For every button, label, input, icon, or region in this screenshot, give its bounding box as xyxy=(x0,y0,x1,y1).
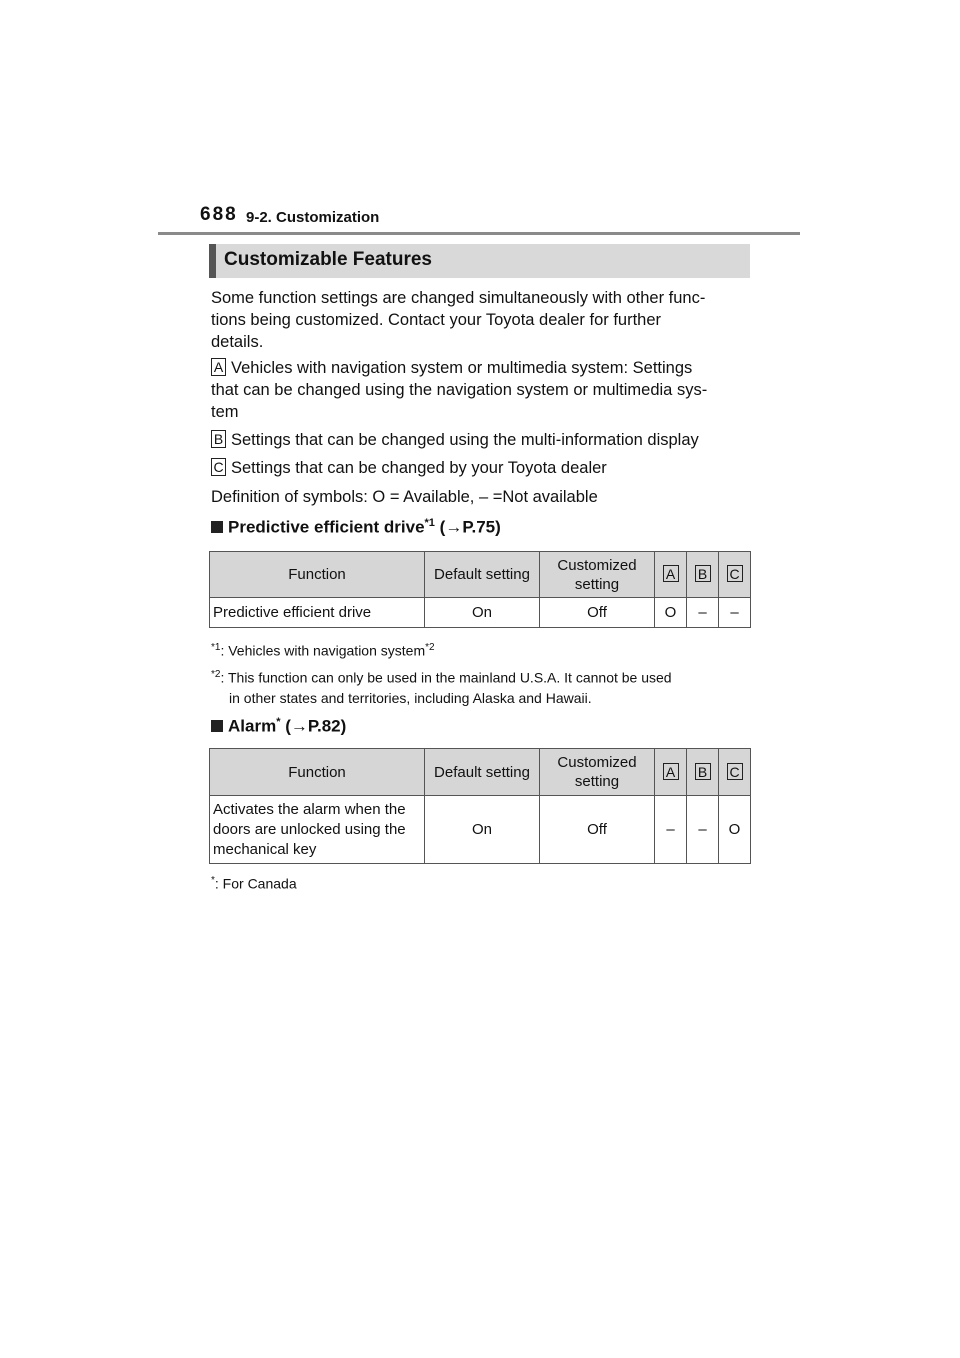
column-header-a: A xyxy=(655,749,687,796)
heading-footnote-mark: *1 xyxy=(424,517,435,529)
column-header-b: B xyxy=(687,552,719,598)
title-bar xyxy=(209,244,750,278)
legend-text: Vehicles with navigation system or multimedia system: Settings xyxy=(231,359,693,377)
table-cell: – xyxy=(719,598,751,628)
page-reference-link[interactable]: (→P.82) xyxy=(280,716,347,736)
column-header: Function xyxy=(210,749,425,796)
footnote-text: : For Canada xyxy=(214,875,297,892)
legend-text: that can be changed using the navigation system or multimedia sys- xyxy=(211,381,708,399)
table-cell: Activates the alarm when the doors are unlocked using the mechanical key xyxy=(210,796,425,864)
table-cell: – xyxy=(687,598,719,628)
section-heading xyxy=(211,716,346,737)
table-cell: O xyxy=(719,796,751,864)
legend-key-c: C xyxy=(211,458,226,476)
column-header-c: C xyxy=(719,552,751,598)
footnote-text: : Vehicles with navigation system xyxy=(220,642,426,659)
intro-line: details. xyxy=(211,333,264,351)
table-cell: On xyxy=(425,598,540,628)
footnote-mark: *1 xyxy=(211,642,221,653)
column-header-c: C xyxy=(719,749,751,796)
legend-key-a: A xyxy=(211,358,226,376)
heading-text: Alarm xyxy=(228,716,277,736)
page-header xyxy=(0,0,960,240)
table-cell: Off xyxy=(540,796,655,864)
column-header-b: B xyxy=(687,749,719,796)
table-header-row xyxy=(210,749,751,796)
heading-footnote-mark: * xyxy=(276,716,281,728)
legend-b xyxy=(211,429,751,451)
table-cell: On xyxy=(425,796,540,864)
intro-paragraph xyxy=(211,287,751,353)
table-row xyxy=(210,796,751,864)
page-title: Customizable Features xyxy=(224,249,432,270)
table-cell: O xyxy=(655,598,687,628)
footnote-mark: *2 xyxy=(425,642,435,653)
legend-text: tem xyxy=(211,403,239,421)
table-row xyxy=(210,598,751,628)
column-header: Customized setting xyxy=(540,552,655,598)
heading-text: Predictive efficient drive xyxy=(228,517,425,537)
intro-line: tions being customized. Contact your Toyota dealer for further xyxy=(211,311,662,329)
page-number: 688 xyxy=(200,204,238,225)
legend-c xyxy=(211,457,751,479)
footnote-mark: * xyxy=(211,875,215,886)
settings-table xyxy=(209,748,751,864)
page-reference-link[interactable]: (→P.75) xyxy=(434,517,501,537)
footnote xyxy=(211,871,751,894)
settings-table xyxy=(209,551,751,628)
column-header: Default setting xyxy=(425,552,540,598)
legend-text: Settings that can be changed by your Toyota dealer xyxy=(231,459,607,477)
legend-a xyxy=(211,357,751,423)
table-cell: Off xyxy=(540,598,655,628)
column-header-a: A xyxy=(655,552,687,598)
section-title: 9-2. Customization xyxy=(246,209,380,226)
legend-key-b: B xyxy=(211,430,226,448)
table-header-row xyxy=(210,552,751,598)
section-heading xyxy=(211,517,501,538)
header-divider xyxy=(158,232,800,235)
column-header: Default setting xyxy=(425,749,540,796)
footnote-text: in other states and territories, including Alaska and Hawaii. xyxy=(229,689,592,706)
table-cell: – xyxy=(687,796,719,864)
square-bullet-icon xyxy=(211,521,223,533)
intro-line: Some function settings are changed simultaneously with other func- xyxy=(211,289,706,307)
legend-text: Settings that can be changed using the multi-information display xyxy=(231,431,699,449)
column-header: Customized setting xyxy=(540,749,655,796)
symbols-definition: Definition of symbols: O = Available, – =Not available xyxy=(211,488,598,506)
footnote-text: : This function can only be used in the mainland U.S.A. It cannot be used xyxy=(220,669,672,686)
footnote-mark: *2 xyxy=(211,669,221,680)
table-cell: Predictive efficient drive xyxy=(210,598,425,628)
square-bullet-icon xyxy=(211,720,223,732)
footnote xyxy=(211,638,751,661)
column-header: Function xyxy=(210,552,425,598)
table-cell: – xyxy=(655,796,687,864)
footnote xyxy=(211,665,751,708)
